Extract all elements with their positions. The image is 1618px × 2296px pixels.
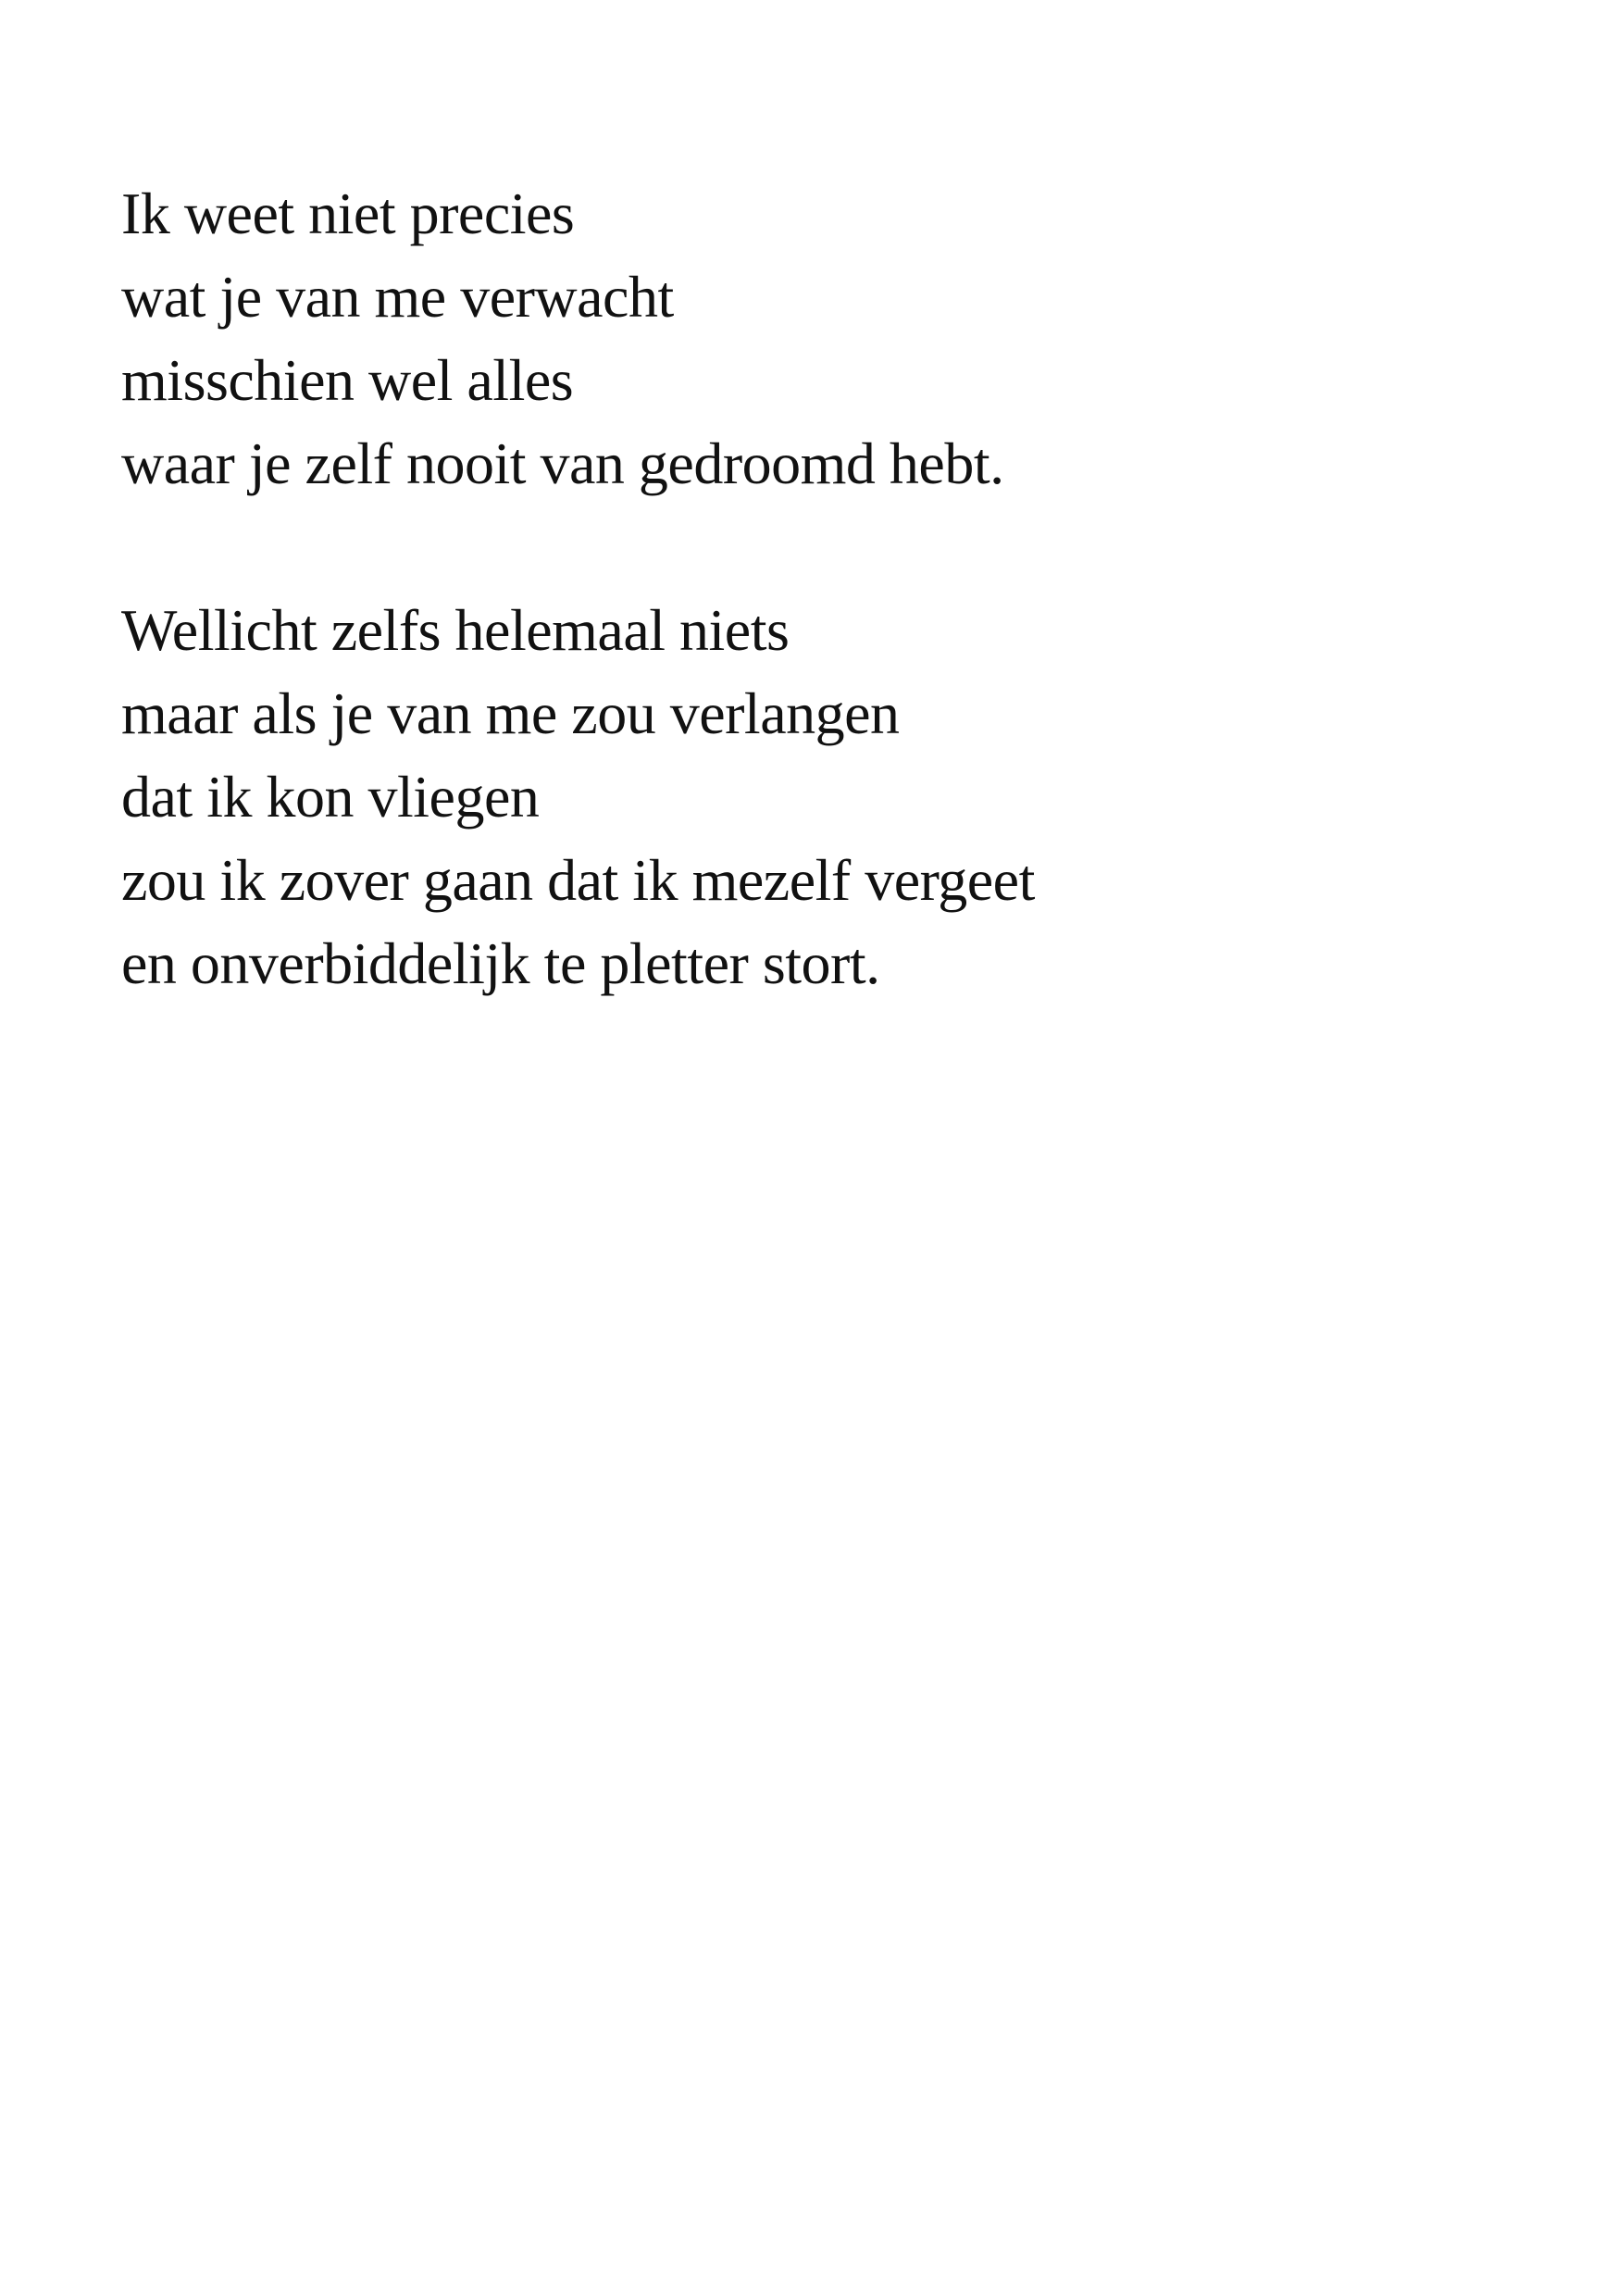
stanza-1: [121, 172, 1510, 505]
poem-line: zou ik zover gaan dat ik mezelf vergeet: [121, 847, 1035, 913]
poem-line: en onverbiddelijk te pletter stort.: [121, 930, 880, 996]
stanza-2: [121, 589, 1510, 1005]
poem-line: wat je van me verwacht: [121, 264, 674, 330]
poem-line: Wellicht zelfs helemaal niets: [121, 597, 790, 663]
poem-line: Ik weet niet precies: [121, 181, 575, 246]
poem-line: misschien wel alles: [121, 347, 574, 413]
poem-line: dat ik kon vliegen: [121, 764, 540, 830]
poem-line: waar je zelf nooit van gedroomd hebt.: [121, 430, 1004, 496]
poem: [121, 172, 1510, 1005]
poem-line: maar als je van me zou verlangen: [121, 680, 900, 746]
